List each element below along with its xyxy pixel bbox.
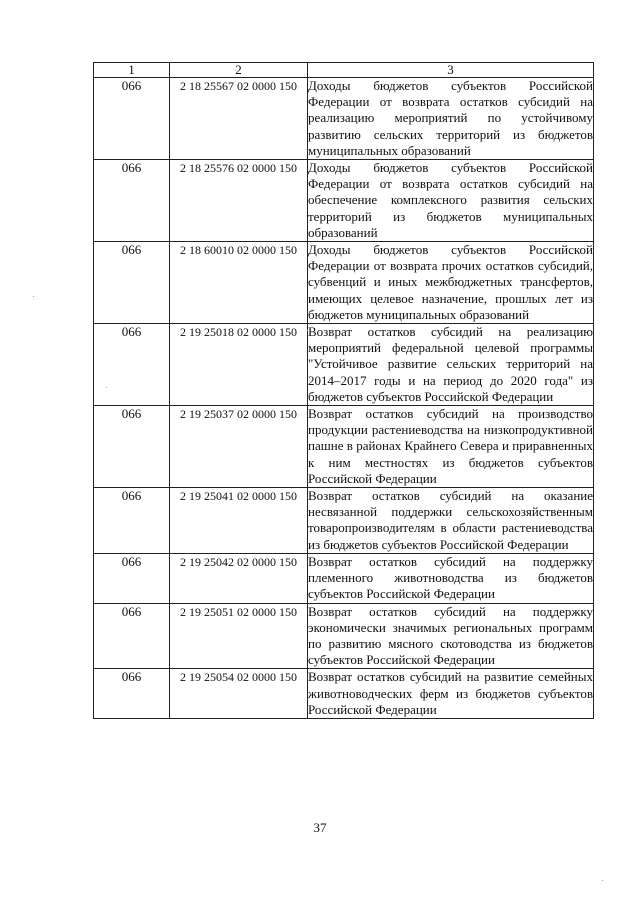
scan-speck — [307, 330, 308, 331]
description-cell: Возврат остатков субсидий на оказание несвязанной поддержки сельскохозяйственным товаропроизводителям в области растениеводства из бюджетов субъектов Российской Федерации — [308, 488, 593, 552]
table-header-row — [94, 63, 594, 78]
table-row — [94, 160, 594, 242]
admin-code-cell: 066 — [94, 324, 170, 406]
revenue-code-cell: 2 19 25042 02 0000 150 — [170, 553, 308, 603]
revenue-code-cell: 2 19 25041 02 0000 150 — [170, 488, 308, 554]
budget-classification-table — [93, 62, 594, 719]
column-header-3: 3 — [308, 63, 594, 78]
admin-code-cell: 066 — [94, 553, 170, 603]
admin-code-cell: 066 — [94, 603, 170, 669]
admin-code-cell: 066 — [94, 406, 170, 488]
table-row — [94, 78, 594, 160]
column-header-1: 1 — [94, 63, 170, 78]
revenue-code-cell: 2 19 25054 02 0000 150 — [170, 669, 308, 719]
admin-code-cell: 066 — [94, 669, 170, 719]
revenue-code-cell: 2 19 25051 02 0000 150 — [170, 603, 308, 669]
admin-code-cell: 066 — [94, 242, 170, 324]
admin-code-cell: 066 — [94, 160, 170, 242]
description-cell: Возврат остатков субсидий на поддержку племенного животноводства из бюджетов субъектов Российской Федерации — [308, 553, 593, 602]
description-cell: Возврат остатков субсидий на реализацию мероприятий федеральной целевой программы "Устойчивое развитие сельских территорий на 2014–2017 годы и на период до 2020 года" из бюджетов субъектов Российской Федерации — [308, 324, 593, 404]
admin-code-cell: 066 — [94, 78, 170, 160]
description-cell: Возврат остатков субсидий на поддержку экономически значимых региональных программ по развитию мясного скотоводства из бюджетов субъектов Российской Федерации — [308, 603, 593, 668]
page-number: 37 — [313, 820, 327, 835]
description-cell: Доходы бюджетов субъектов Российской Федерации от возврата остатков субсидий на обеспечение комплексного развития сельских территорий из бюджетов муниципальных образований — [308, 160, 593, 240]
revenue-code-cell: 2 18 25567 02 0000 150 — [170, 78, 308, 160]
revenue-code-cell: 2 18 25576 02 0000 150 — [170, 160, 308, 242]
scan-speck — [602, 880, 603, 881]
revenue-code-cell: 2 18 60010 02 0000 150 — [170, 242, 308, 324]
admin-code-cell: 066 — [94, 488, 170, 554]
table-row — [94, 669, 594, 719]
table-body — [94, 78, 594, 719]
scan-speck — [106, 387, 107, 388]
table-row — [94, 603, 594, 669]
table-row — [94, 324, 594, 406]
table-row — [94, 553, 594, 603]
description-cell: Доходы бюджетов субъектов Российской Федерации от возврата остатков субсидий на реализацию мероприятий по устойчивому развитию сельских территорий из бюджетов муниципальных образований — [308, 78, 593, 158]
scan-speck — [33, 296, 34, 297]
revenue-code-cell: 2 19 25018 02 0000 150 — [170, 324, 308, 406]
description-cell: Возврат остатков субсидий на развитие семейных животноводческих ферм из бюджетов субъектов Российской Федерации — [308, 669, 593, 717]
table-row — [94, 406, 594, 488]
column-header-2: 2 — [170, 63, 308, 78]
description-cell: Возврат остатков субсидий на производство продукции растениеводства на низкопродуктивной пашне в районах Крайнего Севера и приравненных к ним местностях из бюджетов субъектов Российской Федерации — [308, 406, 593, 486]
description-cell: Доходы бюджетов субъектов Российской Федерации от возврата прочих остатков субсидий, субвенций и иных межбюджетных трансфертов, имеющих целевое назначение, прошлых лет из бюджетов муниципальных образований — [308, 242, 593, 322]
revenue-code-cell: 2 19 25037 02 0000 150 — [170, 406, 308, 488]
table-row — [94, 488, 594, 554]
table-row — [94, 242, 594, 324]
